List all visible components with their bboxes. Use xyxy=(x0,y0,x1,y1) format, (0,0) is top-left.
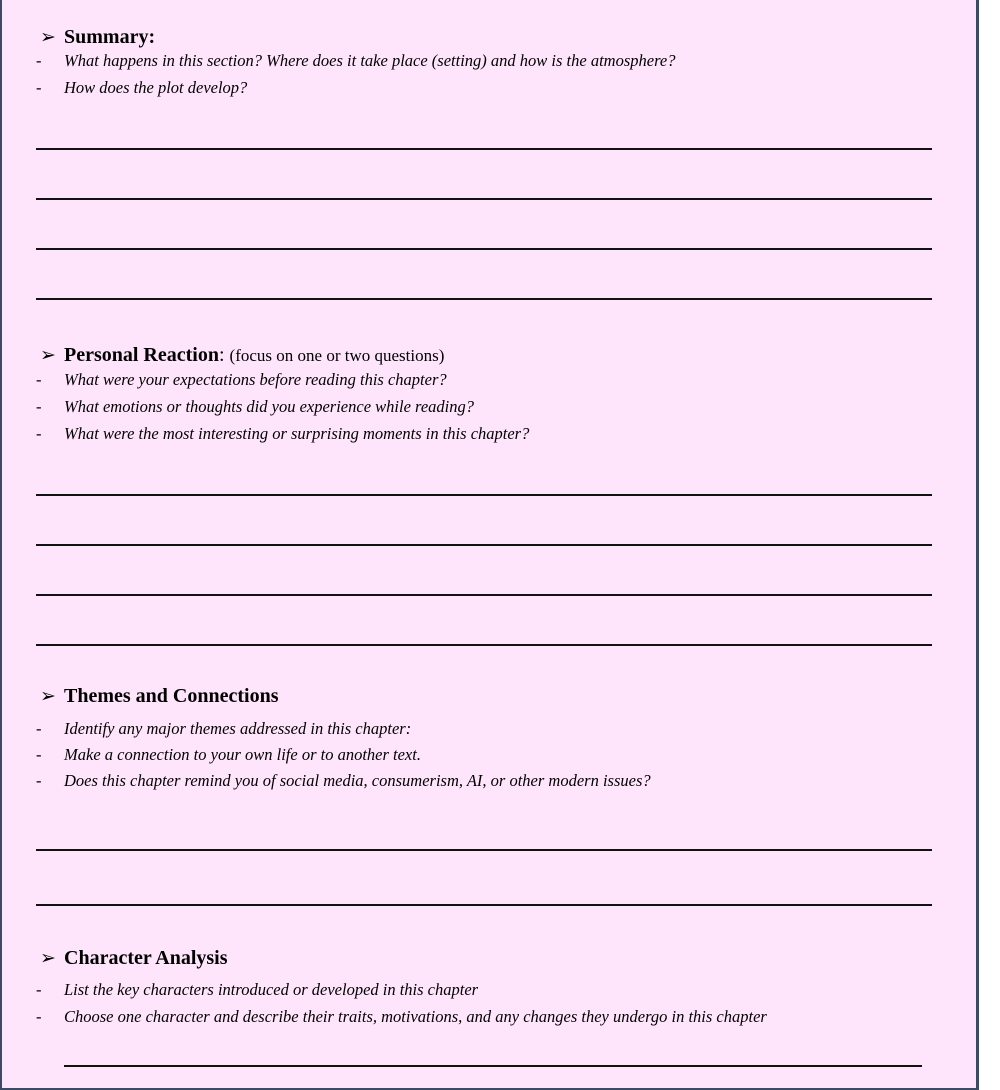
answer-line[interactable] xyxy=(36,594,932,596)
characters-question-1 xyxy=(36,980,478,1000)
question-text: What emotions or thoughts did you experience while reading? xyxy=(64,397,474,416)
reaction-note: (focus on one or two questions) xyxy=(229,346,445,365)
reaction-title: Personal Reaction xyxy=(64,344,219,366)
dash-marker: - xyxy=(36,745,42,764)
question-text: Choose one character and describe their traits, motivations, and any changes they undergo in this chapter xyxy=(64,1007,767,1026)
dash-marker: - xyxy=(36,424,42,443)
themes-question-3 xyxy=(36,771,651,791)
answer-line[interactable] xyxy=(36,298,932,300)
question-text: Identify any major themes addressed in this chapter: xyxy=(64,719,412,738)
arrowhead-bullet-icon: ➢ xyxy=(40,27,56,48)
themes-title: Themes and Connections xyxy=(64,685,279,707)
dash-marker: - xyxy=(36,397,42,416)
characters-title: Character Analysis xyxy=(64,947,228,969)
answer-line[interactable] xyxy=(36,644,932,646)
themes-heading xyxy=(40,685,278,708)
answer-line[interactable] xyxy=(36,904,932,906)
answer-line[interactable] xyxy=(36,544,932,546)
summary-heading xyxy=(40,26,155,49)
summary-question-1 xyxy=(36,51,675,71)
dash-marker: - xyxy=(36,771,42,790)
themes-question-1 xyxy=(36,719,411,739)
question-text: Make a connection to your own life or to another text. xyxy=(64,745,421,764)
question-text: What happens in this section? Where does it take place (setting) and how is the atmosphere? xyxy=(64,51,676,70)
question-text: List the key characters introduced or developed in this chapter xyxy=(64,980,479,999)
summary-question-2 xyxy=(36,78,247,98)
dash-marker: - xyxy=(36,980,42,999)
arrowhead-bullet-icon: ➢ xyxy=(40,345,56,366)
reaction-question-1 xyxy=(36,370,447,390)
dash-marker: - xyxy=(36,370,42,389)
reaction-heading xyxy=(40,344,444,367)
reaction-question-3 xyxy=(36,424,529,444)
question-text: What were your expectations before reading this chapter? xyxy=(64,370,447,389)
characters-heading xyxy=(40,947,228,970)
answer-line[interactable] xyxy=(36,248,932,250)
arrowhead-bullet-icon: ➢ xyxy=(40,686,56,707)
summary-title: Summary: xyxy=(64,26,156,48)
question-text: How does the plot develop? xyxy=(64,78,248,97)
question-text: Does this chapter remind you of social media, consumerism, AI, or other modern issues? xyxy=(64,771,651,790)
dash-marker: - xyxy=(36,719,42,738)
characters-question-2 xyxy=(36,1007,767,1027)
answer-line[interactable] xyxy=(36,198,932,200)
answer-line[interactable] xyxy=(64,1065,922,1067)
reaction-question-2 xyxy=(36,397,474,417)
arrowhead-bullet-icon: ➢ xyxy=(40,948,56,969)
dash-marker: - xyxy=(36,78,42,97)
dash-marker: - xyxy=(36,1007,42,1026)
themes-question-2 xyxy=(36,745,421,765)
question-text: What were the most interesting or surprising moments in this chapter? xyxy=(64,424,530,443)
answer-line[interactable] xyxy=(36,148,932,150)
dash-marker: - xyxy=(36,51,42,70)
answer-line[interactable] xyxy=(36,849,932,851)
reaction-colon: : xyxy=(218,344,225,366)
answer-line[interactable] xyxy=(36,494,932,496)
